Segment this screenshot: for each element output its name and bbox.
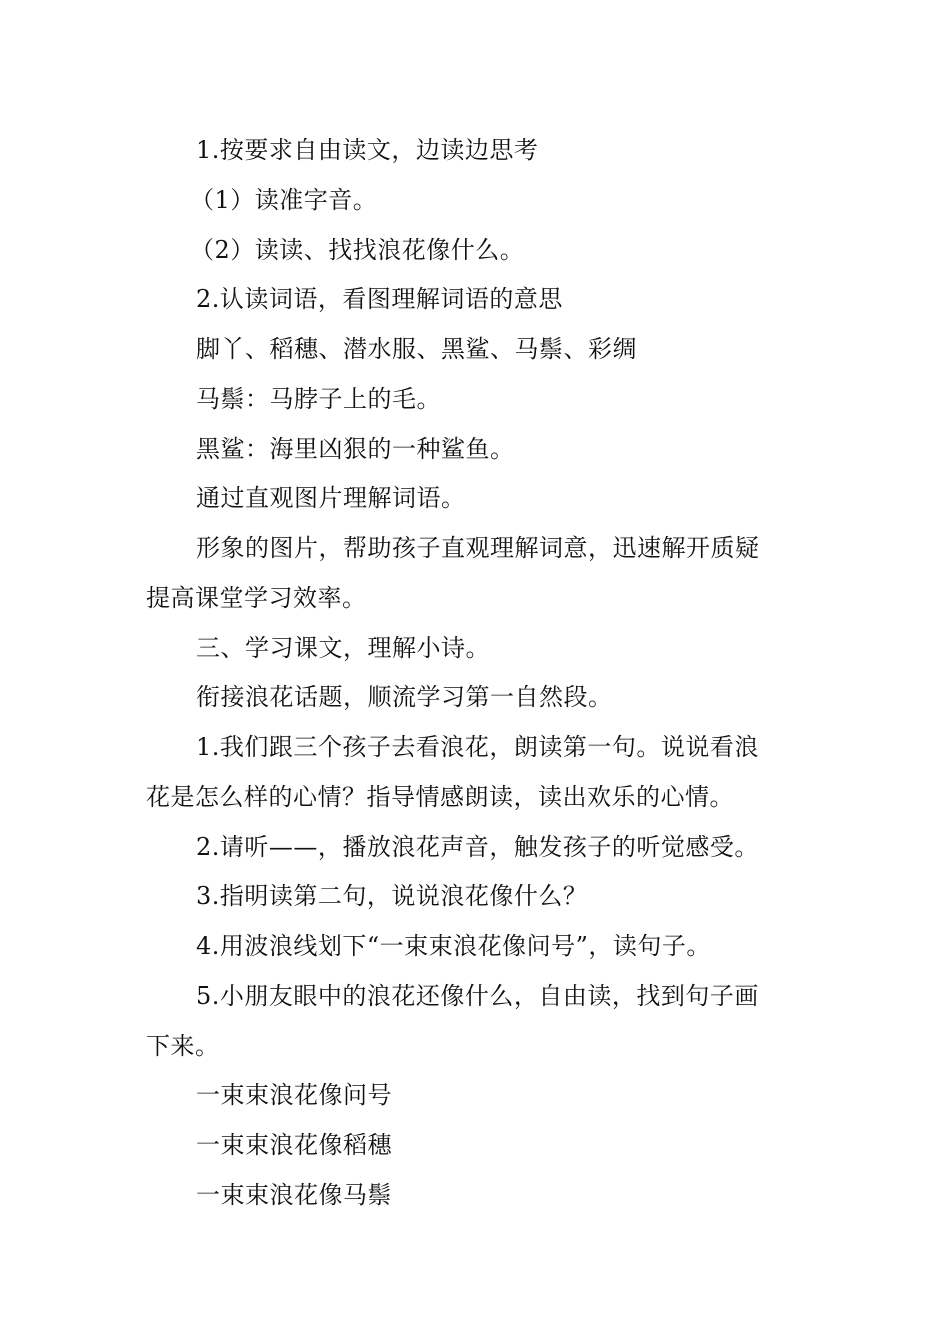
text-line: 花是怎么样的心情？指导情感朗读，读出欢乐的心情。 [146,783,734,811]
text-line: 1.我们跟三个孩子去看浪花，朗读第一句。说说看浪 [196,733,759,761]
text-line: 衔接浪花话题，顺流学习第一自然段。 [196,683,613,711]
text-line: 黑鲨：海里凶狠的一种鲨鱼。 [196,435,515,463]
text-line: 4.用波浪线划下“一束束浪花像问号”，读句子。 [196,932,711,960]
text-line: 5.小朋友眼中的浪花还像什么，自由读，找到句子画 [196,982,759,1010]
text-line: 一束束浪花像稻穗 [196,1131,392,1159]
text-line: 下来。 [146,1032,220,1060]
text-line: 一束束浪花像马鬃 [196,1181,392,1209]
text-line: （1）读准字音。 [190,186,378,214]
text-line: 通过直观图片理解词语。 [196,484,466,512]
text-line: 2.请听——，播放浪花声音，触发孩子的听觉感受。 [196,833,759,861]
text-line: 提高课堂学习效率。 [146,584,367,612]
text-line: 脚丫、稻穗、潜水服、黑鲨、马鬃、彩绸 [196,335,637,363]
text-line: 1.按要求自由读文，边读边思考 [196,136,539,164]
text-line: 2.认读词语，看图理解词语的意思 [196,285,563,313]
text-line: 3.指明读第二句，说说浪花像什么？ [196,882,588,910]
text-line: 形象的图片，帮助孩子直观理解词意，迅速解开质疑 [196,534,760,562]
text-line: 马鬃：马脖子上的毛。 [196,385,441,413]
text-line: 三、学习课文，理解小诗。 [196,634,490,662]
text-line: （2）读读、找找浪花像什么。 [190,236,525,264]
text-line: 一束束浪花像问号 [196,1081,392,1109]
